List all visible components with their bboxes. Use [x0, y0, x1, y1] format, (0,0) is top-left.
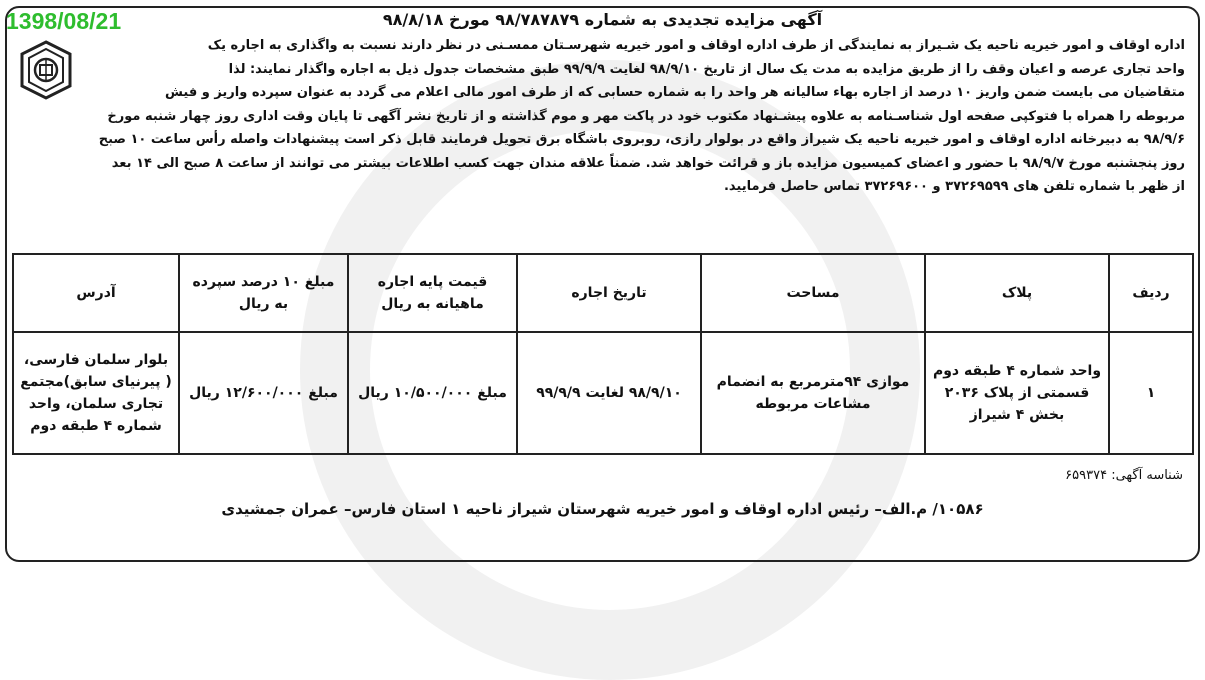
date-stamp: 1398/08/21	[6, 8, 122, 34]
cell-lease-date: ۹۸/۹/۱۰ لغایت ۹۹/۹/۹	[517, 332, 701, 454]
cell-plaque: واحد شماره ۴ طبقه دوم قسمتی از پلاک ۲۰۳۶ بخش ۴ شیراز	[925, 332, 1109, 454]
notice-body	[12, 34, 1185, 199]
header-lease-date: تاریخ اجاره	[517, 254, 701, 332]
cell-base-price: مبلغ ۱۰/۵۰۰/۰۰۰ ریال	[348, 332, 517, 454]
notice-line: از ظهر با شماره تلفن های ۳۷۲۶۹۵۹۹ و ۳۷۲۶۹۶۰۰ تماس حاصل فرمایید.	[723, 179, 1185, 194]
organization-emblem-icon	[20, 40, 72, 100]
notice-line: ۹۸/۹/۶ به دبیرخانه اداره اوقاف و امور خیریه ناحیه یک شیراز واقع در بولوار رازی، روبروی باشگاه برق تحویل فرمایند قابل ذکر است پیشنهادات واصله رأس ساعت ۱۰ صبح	[98, 132, 1185, 147]
ad-id: شناسه آگهی: ۶۵۹۳۷۴	[1065, 468, 1183, 483]
notice-line: متقاضیان می بایست ضمن واریز ۱۰ درصد از اجاره بهاء سالیانه هر واحد را به شماره حسابی که از طرف امور مالی اعلام می گردد به عنوان سپرده واریز و فیش	[165, 85, 1185, 100]
notice-line: مربوطه را همراه با فتوکپی صفحه اول شناسـنامه به علاوه پیشـنهاد مکتوب خود در پاکت مهر و موم گذاشته و از تاریخ نشر آگهی تا پایان وقت اداری روز چهار شنبه مورخ	[107, 108, 1185, 124]
table-header-row	[13, 254, 1193, 332]
cell-address: بلوار سلمان فارسی، ( پیرنیای سابق)مجتمع تجاری سلمان، واحد شماره ۴ طبقه دوم	[13, 332, 179, 454]
notice-line: اداره اوقاف و امور خیریه ناحیه یک شـیراز به نمایندگی از طرف اداره اوقاف و امور خیریه شهرسـتان ممسـنی در نظر دارند نسبت به واگذاری به اجاره یک	[207, 38, 1185, 53]
notice-line: واحد تجاری عرصه و اعیان وقف را از طریق مزایده به مدت یک سال از تاریخ ۹۸/۹/۱۰ لغایت ۹۹/۹/۹ طبق مشخصات جدول ذیل به اجاره واگذار نمایند: لذا	[228, 61, 1185, 77]
notice-line: روز پنجشنبه مورخ ۹۸/۹/۷ با حضور و اعضای کمیسیون مزایده باز و قرائت خواهد شد. ضمناً علاقه مندان جهت کسب اطلاعات بیشتر می توانند از ساعت ۸ صبح الی ۱۴ بعد	[111, 155, 1185, 171]
cell-deposit: مبلغ ۱۲/۶۰۰/۰۰۰ ریال	[179, 332, 348, 454]
header-deposit: مبلغ ۱۰ درصد سپرده به ریال	[179, 254, 348, 332]
header-plaque: پلاک	[925, 254, 1109, 332]
auction-table	[12, 253, 1194, 455]
cell-row-no: ۱	[1109, 332, 1193, 454]
notice-title: آگهی مزایده تجدیدی به شماره ۹۸/۷۸۷۸۷۹ مورخ ۹۸/۸/۱۸	[382, 10, 823, 29]
table-row	[13, 332, 1193, 454]
cell-area: موازی ۹۴مترمربع به انضمام مشاعات مربوطه	[701, 332, 925, 454]
header-base-price: قیمت پایه اجاره ماهیانه به ریال	[348, 254, 517, 332]
header-address: آدرس	[13, 254, 179, 332]
header-row-no: ردیف	[1109, 254, 1193, 332]
header-area: مساحت	[701, 254, 925, 332]
signature-line: ۱۰۵۸۶/ م.الف– رئیس اداره اوقاف و امور خیریه شهرستان شیراز ناحیه ۱ استان فارس– عمران جمشیدی	[221, 500, 984, 518]
